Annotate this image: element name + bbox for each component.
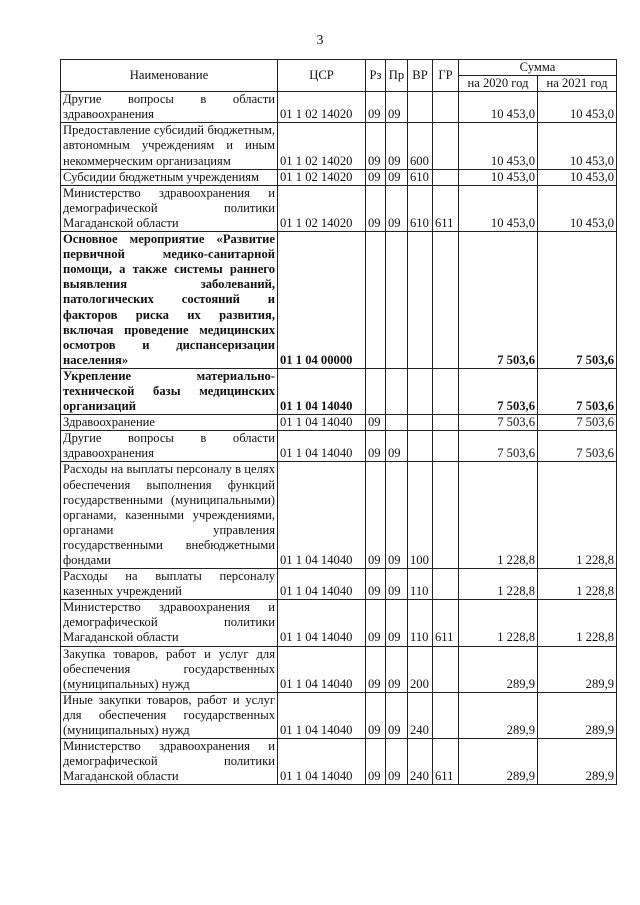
row-vr: 610 <box>408 169 433 185</box>
header-pr: Пр <box>386 60 408 92</box>
row-name: Субсидии бюджетным учреждениям <box>61 169 278 185</box>
row-sum-2020: 10 453,0 <box>459 185 538 231</box>
row-pr: 09 <box>386 462 408 569</box>
row-sum-2020: 1 228,8 <box>459 600 538 646</box>
row-vr <box>408 431 433 462</box>
row-rz: 09 <box>366 123 386 169</box>
row-sum-2020: 1 228,8 <box>459 569 538 600</box>
table-row <box>61 368 617 414</box>
row-sum-2020: 10 453,0 <box>459 92 538 123</box>
row-gr <box>433 169 459 185</box>
row-sum-2020: 1 228,8 <box>459 462 538 569</box>
header-name: Наименование <box>61 60 278 92</box>
row-name: Укрепление материально-технической базы медицинских организаций <box>61 368 278 414</box>
row-rz: 09 <box>366 739 386 785</box>
row-name: Министерство здравоохранения и демографической политики Магаданской области <box>61 739 278 785</box>
row-csr: 01 1 04 14040 <box>278 646 366 692</box>
table-row <box>61 431 617 462</box>
row-name: Расходы на выплаты персоналу в целях обеспечения выполнения функций государственными (муниципальными) органами, казенными учреждениями, органами управления государственными внебюджетными фондами <box>61 462 278 569</box>
row-vr: 240 <box>408 692 433 738</box>
row-sum-2021: 1 228,8 <box>538 462 617 569</box>
row-pr: 09 <box>386 600 408 646</box>
row-name: Предоставление субсидий бюджетным, автономным учреждениям и иным некоммерческим организациям <box>61 123 278 169</box>
table-row <box>61 169 617 185</box>
row-vr <box>408 232 433 369</box>
row-csr: 01 1 04 14040 <box>278 415 366 431</box>
row-gr <box>433 692 459 738</box>
row-vr: 100 <box>408 462 433 569</box>
row-sum-2020: 10 453,0 <box>459 169 538 185</box>
header-rz: Рз <box>366 60 386 92</box>
row-vr: 610 <box>408 185 433 231</box>
row-vr: 110 <box>408 569 433 600</box>
row-name: Министерство здравоохранения и демографической политики Магаданской области <box>61 185 278 231</box>
row-vr <box>408 368 433 414</box>
row-csr: 01 1 04 14040 <box>278 569 366 600</box>
row-pr <box>386 368 408 414</box>
table-row <box>61 569 617 600</box>
row-sum-2020: 10 453,0 <box>459 123 538 169</box>
row-rz: 09 <box>366 692 386 738</box>
table-row <box>61 232 617 369</box>
header-vr: ВР <box>408 60 433 92</box>
row-sum-2020: 289,9 <box>459 646 538 692</box>
row-gr <box>433 92 459 123</box>
row-gr <box>433 368 459 414</box>
row-vr: 200 <box>408 646 433 692</box>
header-gr: ГР <box>433 60 459 92</box>
row-sum-2021: 1 228,8 <box>538 600 617 646</box>
table-row <box>61 415 617 431</box>
table-row <box>61 600 617 646</box>
row-pr: 09 <box>386 569 408 600</box>
row-name: Иные закупки товаров, работ и услуг для обеспечения государственных (муниципальных) нужд <box>61 692 278 738</box>
row-rz: 09 <box>366 415 386 431</box>
header-year-2020: на 2020 год <box>459 76 538 92</box>
row-rz: 09 <box>366 462 386 569</box>
row-vr: 600 <box>408 123 433 169</box>
row-sum-2021: 7 503,6 <box>538 368 617 414</box>
row-name: Расходы на выплаты персоналу казенных учреждений <box>61 569 278 600</box>
row-sum-2020: 7 503,6 <box>459 431 538 462</box>
row-csr: 01 1 02 14020 <box>278 92 366 123</box>
row-rz: 09 <box>366 185 386 231</box>
row-pr: 09 <box>386 123 408 169</box>
row-csr: 01 1 04 14040 <box>278 368 366 414</box>
table-body <box>61 92 617 785</box>
row-sum-2021: 289,9 <box>538 739 617 785</box>
row-sum-2021: 10 453,0 <box>538 185 617 231</box>
row-csr: 01 1 04 14040 <box>278 600 366 646</box>
table-row <box>61 739 617 785</box>
row-csr: 01 1 02 14020 <box>278 169 366 185</box>
row-rz <box>366 368 386 414</box>
row-pr <box>386 232 408 369</box>
row-rz: 09 <box>366 92 386 123</box>
row-gr <box>433 646 459 692</box>
row-pr: 09 <box>386 92 408 123</box>
row-gr <box>433 569 459 600</box>
row-name: Другие вопросы в области здравоохранения <box>61 92 278 123</box>
row-csr: 01 1 04 14040 <box>278 739 366 785</box>
table-row <box>61 646 617 692</box>
row-sum-2020: 7 503,6 <box>459 232 538 369</box>
row-rz: 09 <box>366 600 386 646</box>
row-gr: 611 <box>433 185 459 231</box>
row-vr <box>408 92 433 123</box>
row-name: Основное мероприятие «Развитие первичной медико-санитарной помощи, а также системы раннего выявления заболеваний, патологических состояний и факторов риска их развития, включая проведение медицинских осмотров и диспансеризации населения» <box>61 232 278 369</box>
row-vr <box>408 415 433 431</box>
row-pr: 09 <box>386 431 408 462</box>
row-gr <box>433 462 459 569</box>
row-pr: 09 <box>386 692 408 738</box>
row-rz <box>366 232 386 369</box>
row-name: Здравоохранение <box>61 415 278 431</box>
row-gr <box>433 123 459 169</box>
row-gr <box>433 415 459 431</box>
row-sum-2020: 7 503,6 <box>459 415 538 431</box>
budget-table <box>60 59 617 785</box>
row-rz: 09 <box>366 169 386 185</box>
table-row <box>61 692 617 738</box>
row-gr: 611 <box>433 739 459 785</box>
row-pr: 09 <box>386 739 408 785</box>
row-vr: 240 <box>408 739 433 785</box>
row-sum-2021: 7 503,6 <box>538 415 617 431</box>
header-year-2021: на 2021 год <box>538 76 617 92</box>
table-row <box>61 462 617 569</box>
row-csr: 01 1 02 14020 <box>278 185 366 231</box>
row-sum-2021: 10 453,0 <box>538 169 617 185</box>
row-sum-2021: 289,9 <box>538 692 617 738</box>
row-rz: 09 <box>366 646 386 692</box>
table-row <box>61 185 617 231</box>
row-sum-2021: 289,9 <box>538 646 617 692</box>
row-gr: 611 <box>433 600 459 646</box>
row-csr: 01 1 04 14040 <box>278 431 366 462</box>
row-pr <box>386 415 408 431</box>
row-pr: 09 <box>386 185 408 231</box>
row-sum-2020: 289,9 <box>459 692 538 738</box>
row-vr: 110 <box>408 600 433 646</box>
row-name: Другие вопросы в области здравоохранения <box>61 431 278 462</box>
row-sum-2021: 10 453,0 <box>538 123 617 169</box>
row-pr: 09 <box>386 646 408 692</box>
row-sum-2020: 289,9 <box>459 739 538 785</box>
row-name: Закупка товаров, работ и услуг для обеспечения государственных (муниципальных) нужд <box>61 646 278 692</box>
row-sum-2021: 7 503,6 <box>538 232 617 369</box>
row-rz: 09 <box>366 569 386 600</box>
page-number: 3 <box>316 33 324 48</box>
row-gr <box>433 431 459 462</box>
row-csr: 01 1 04 14040 <box>278 692 366 738</box>
header-csr: ЦСР <box>278 60 366 92</box>
row-rz: 09 <box>366 431 386 462</box>
row-csr: 01 1 04 14040 <box>278 462 366 569</box>
row-sum-2021: 1 228,8 <box>538 569 617 600</box>
header-sum: Сумма <box>459 60 617 76</box>
row-name: Министерство здравоохранения и демографической политики Магаданской области <box>61 600 278 646</box>
row-sum-2020: 7 503,6 <box>459 368 538 414</box>
row-csr: 01 1 02 14020 <box>278 123 366 169</box>
table-row <box>61 92 617 123</box>
row-csr: 01 1 04 00000 <box>278 232 366 369</box>
table-row <box>61 123 617 169</box>
row-gr <box>433 232 459 369</box>
row-pr: 09 <box>386 169 408 185</box>
row-sum-2021: 7 503,6 <box>538 431 617 462</box>
header-row <box>61 60 617 76</box>
row-sum-2021: 10 453,0 <box>538 92 617 123</box>
